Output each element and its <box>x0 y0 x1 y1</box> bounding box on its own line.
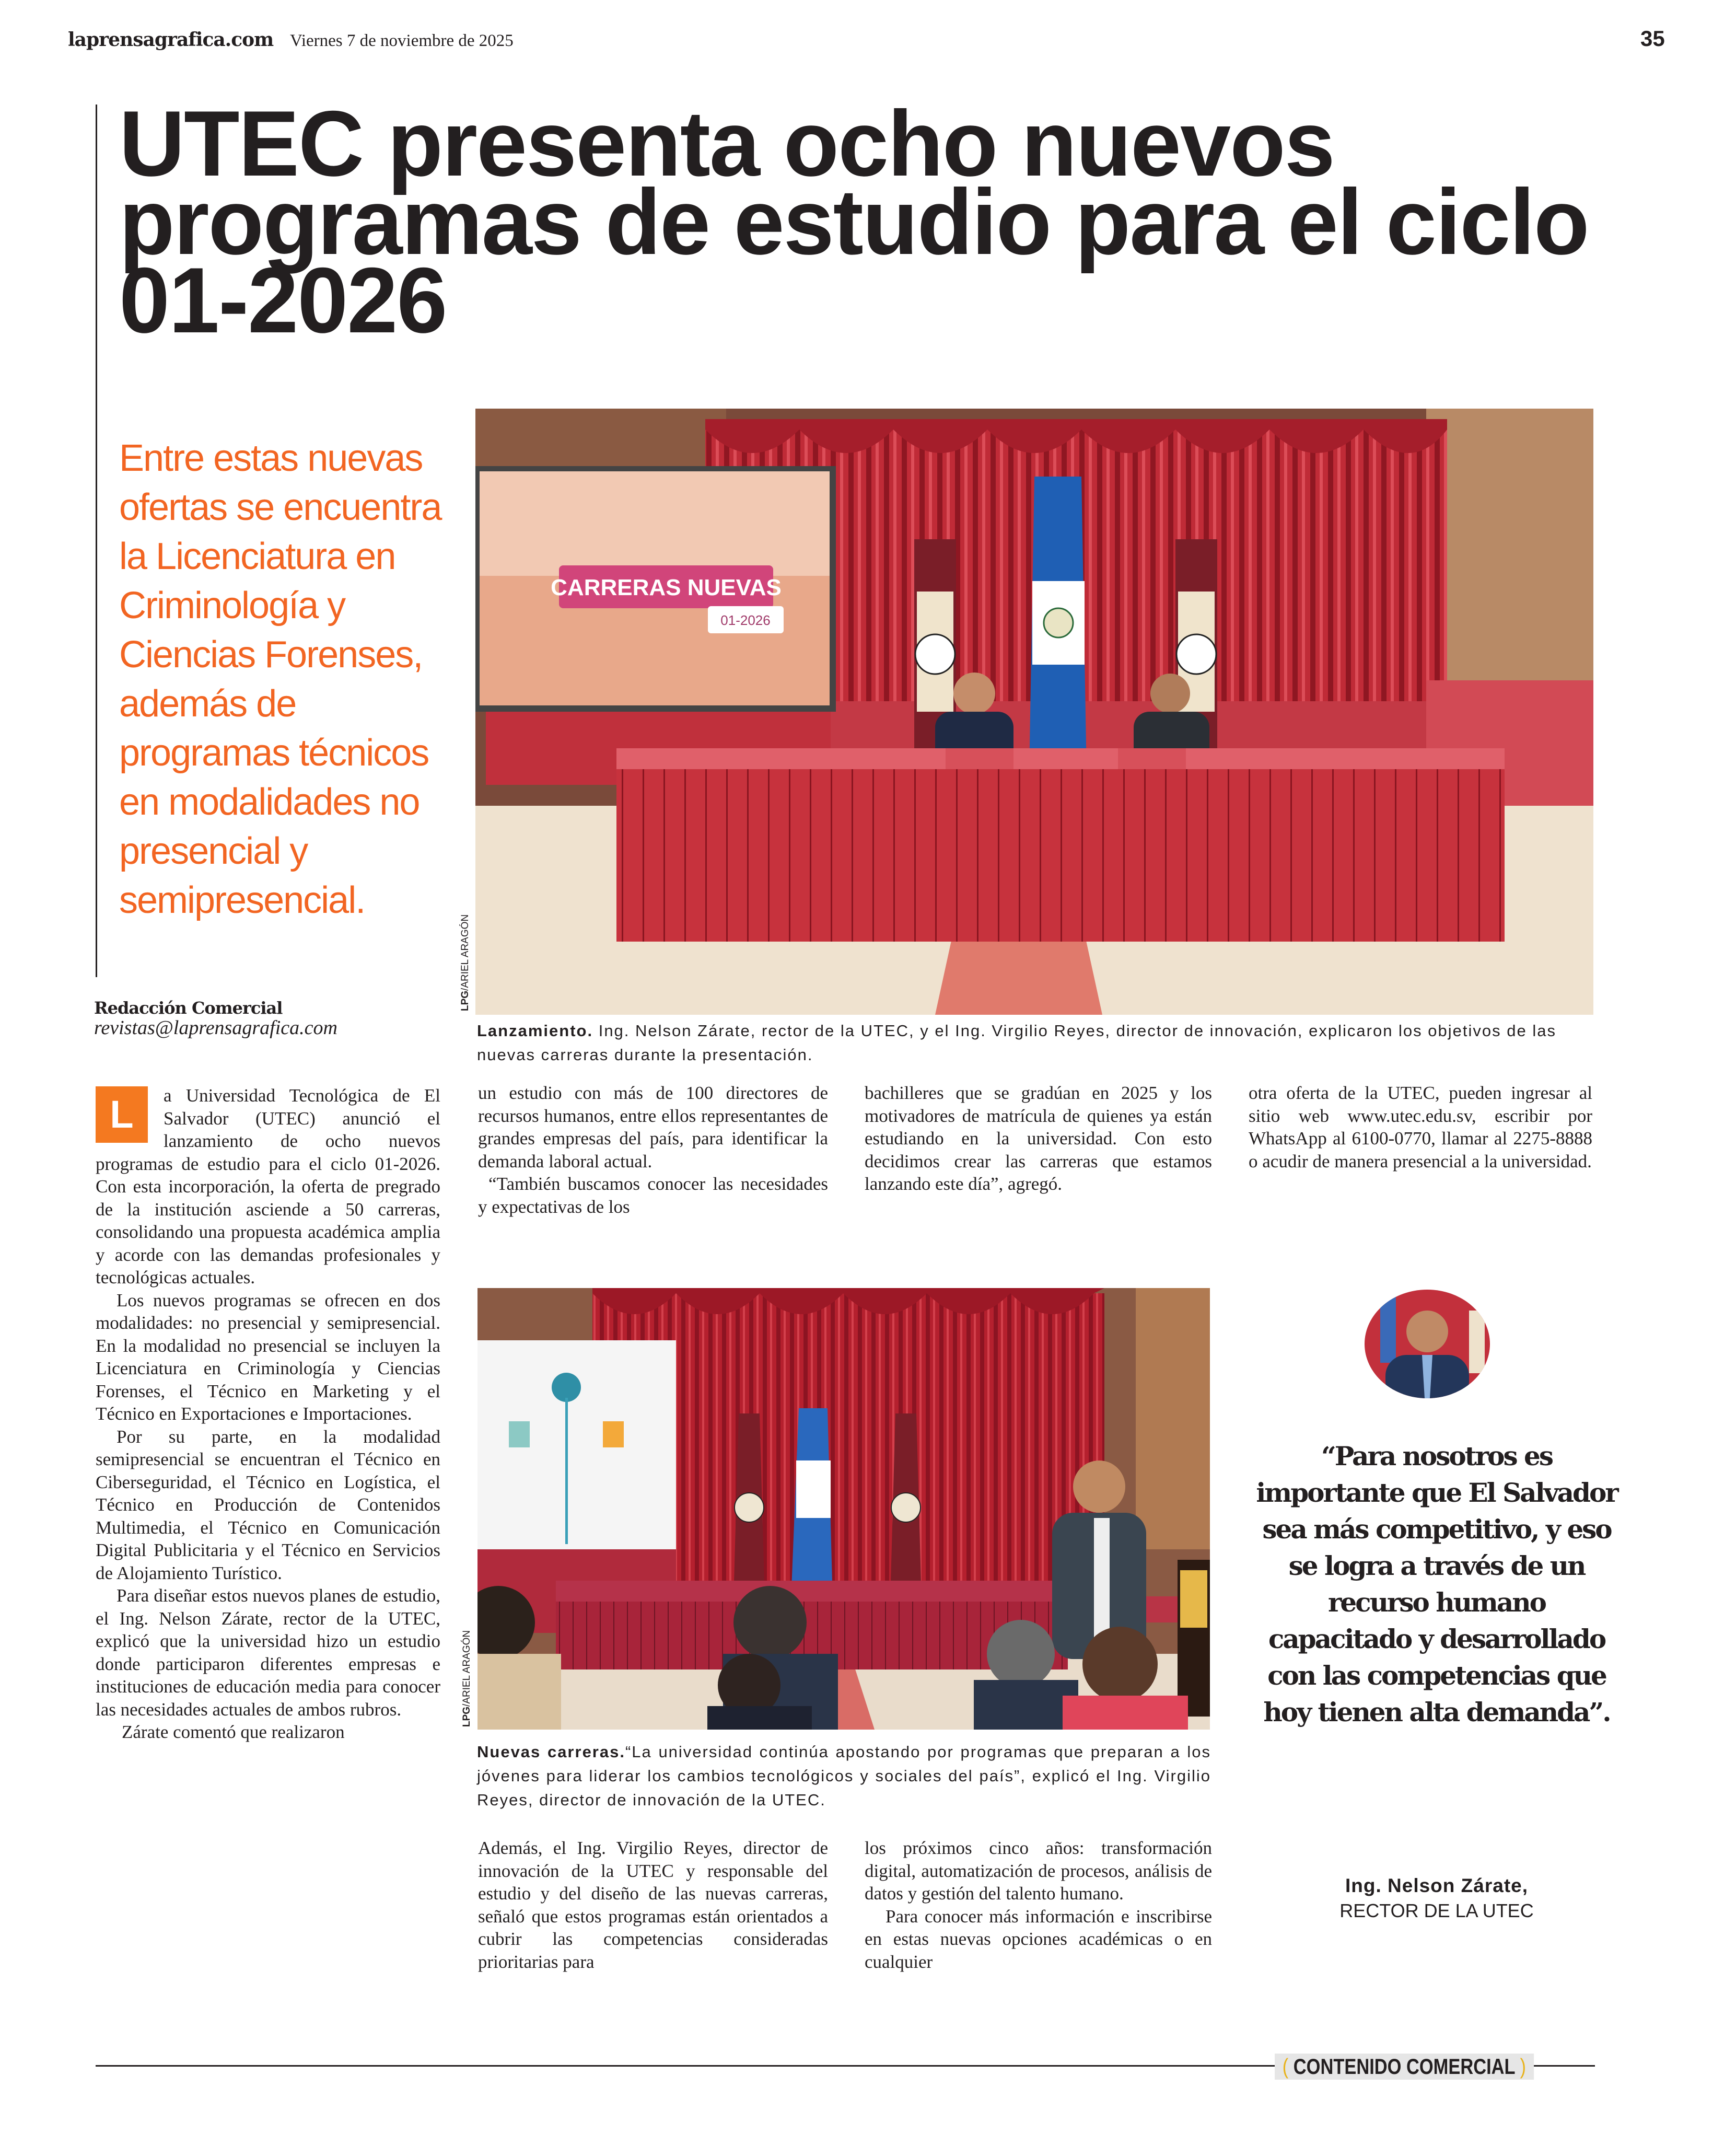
main-photo-caption <box>477 1019 1595 1067</box>
deck-summary: Entre estas nuevas ofertas se encuentra la Licenciatura en Criminología y Ciencias Forenses, además de programas técnicos en modalidades no presencial y semipresencial. <box>119 437 441 921</box>
credit-photographer: /ARIEL ARAGÓN <box>461 1630 472 1707</box>
photo-credit <box>461 1630 473 1727</box>
second-photo-caption <box>477 1740 1211 1812</box>
paragraph: Zárate comentó que realizaron <box>122 1722 345 1742</box>
site-name: laprensagrafica.com <box>68 29 274 51</box>
paragraph: bachilleres que se gradúan en 2025 y los motivadores de matrícula de quienes ya están estudiando en la universidad. Con esto decidimos crear las carreras que estamos lanzando este día”, agregó. <box>865 1083 1212 1194</box>
paragraph: un estudio con más de 100 directores de recursos humanos, entre ellos representantes de grandes empresas del país, para identificar la demanda laboral actual. <box>478 1083 828 1172</box>
paragraph <box>96 1084 440 1289</box>
paragraph: Para conocer más información e inscribirse en estas nuevas opciones académicas o en cualquier <box>865 1906 1212 1972</box>
paragraph: Por su parte, en la modalidad semipresencial se encuentran el Técnico en Ciberseguridad, el Técnico en Logística, el Técnico en Producción de Contenidos Multimedia, el Técnico en Comunicación Digital Publicitaria y el Técnico en Servicios de Alojamiento Turístico. <box>96 1426 440 1583</box>
tag-label: CONTENIDO COMERCIAL <box>1293 2054 1515 2079</box>
head-table <box>556 1581 1068 1602</box>
caption-text: Ing. Nelson Zárate, rector de la UTEC, y el Ing. Virgilio Reyes, director de innovación, explicaron los objetivos de las nuevas carreras durante la presentación. <box>477 1022 1556 1064</box>
photo-credit <box>460 914 471 1011</box>
paragraph: otra oferta de la UTEC, pueden ingresar al sitio web www.utec.edu.sv, escribir por WhatsApp al 6100-0770, llamar al 2275-8888 o acudir de manera presencial a la universidad. <box>1249 1083 1592 1172</box>
credit-agency: LPG <box>461 1706 472 1727</box>
head-table <box>616 748 1505 769</box>
rector-portrait <box>1365 1290 1490 1398</box>
byline-email[interactable]: revistas@laprensagrafica.com <box>94 1017 337 1039</box>
portrait-illustration <box>1365 1290 1490 1398</box>
paragraph: Los nuevos programas se ofrecen en dos modalidades: no presencial y semipresencial. En la modalidad no presencial se incluyen la Licenciatura en Criminología y Ciencias Forenses, el Técnico en Marketing y el Técnico en Exportaciones e Importaciones. <box>96 1290 440 1424</box>
main-photo-illustration <box>475 409 1593 1015</box>
quote-attribution-name: Ing. Nelson Zárate, <box>1345 1875 1528 1896</box>
issue-date: Viernes 7 de noviembre de 2025 <box>290 31 514 50</box>
caption-text: “La universidad continúa apostando por programas que preparan a los jóvenes para liderar los cambios tecnológicos y sociales del país”, explicó el Ing. Virgilio Reyes, director de innovación de la UTEC. <box>477 1743 1211 1809</box>
caption-lead: Lanzamiento. <box>477 1022 593 1040</box>
byline-name: Redacción Comercial <box>94 998 283 1018</box>
credit-photographer: /ARIEL ARAGÓN <box>460 914 471 991</box>
credit-agency: LPG <box>460 990 471 1011</box>
caption-lead: Nuevas carreras. <box>477 1743 625 1761</box>
paragraph-text: a Universidad Tecnológica de El Salvador (UTEC) anunció el lanzamiento de ocho nuevos programas de estudio para el ciclo 01-2026. Con esta incorporación, la oferta de pregrado de la institución asciende a 50 carreras, consolidando una propuesta académica amplia y acorde con las demandas profesionales y tecnológicas actuales. <box>96 1085 440 1288</box>
paragraph: los próximos cinco años: transformación digital, automatización de procesos, análisis de datos y gestión del talento humano. <box>865 1838 1212 1904</box>
headline-rule <box>96 105 97 977</box>
pull-quote: “Para nosotros es importante que El Salvador sea más competitivo, y eso se logra a través de un recurso humano capacitado y desarrollado con las competencias que hoy tienen alta demanda”. <box>1256 1441 1617 1727</box>
speaker <box>1073 1460 1125 1513</box>
paragraph: “También buscamos conocer las necesidades y expectativas de los <box>478 1174 828 1217</box>
second-photo-illustration <box>477 1288 1210 1730</box>
screen-title: CARRERAS NUEVAS <box>551 575 782 600</box>
paragraph: Además, el Ing. Virgilio Reyes, director de innovación de la UTEC y responsable del estudio y del diseño de las nuevas carreras, señaló que estos programas están orientados a cubrir las competencias consideradas prioritarias para <box>478 1838 828 1972</box>
drop-cap: L <box>96 1086 148 1143</box>
headline: UTEC presenta ocho nuevos programas de estudio para el ciclo 01-2026 <box>119 91 1589 352</box>
tag-paren-close: ) <box>1520 2054 1526 2079</box>
second-photo <box>477 1288 1210 1730</box>
screen-subtitle: 01-2026 <box>720 612 771 628</box>
body-column-1 <box>96 1084 440 1744</box>
page-number: 35 <box>1640 26 1665 51</box>
presentation-screen <box>477 1340 676 1549</box>
quote-attribution-role: RECTOR DE LA UTEC <box>1339 1900 1534 1921</box>
tag-paren-open: ( <box>1282 2054 1289 2079</box>
body-column-3-bottom <box>865 1837 1212 1973</box>
body-column-2-top <box>478 1082 828 1218</box>
body-column-4 <box>1249 1082 1592 1173</box>
body-column-2-bottom <box>478 1837 828 1973</box>
body-column-3-top <box>865 1082 1212 1196</box>
sponsored-content-tag <box>1275 2054 1534 2080</box>
main-photo <box>475 409 1593 1015</box>
paragraph: Para diseñar estos nuevos planes de estudio, el Ing. Nelson Zárate, rector de la UTEC, explicó que la universidad hizo un estudio donde participaron diferentes empresas e instituciones de educación media para conocer las necesidades actuales de ambos rubros. <box>96 1585 440 1720</box>
